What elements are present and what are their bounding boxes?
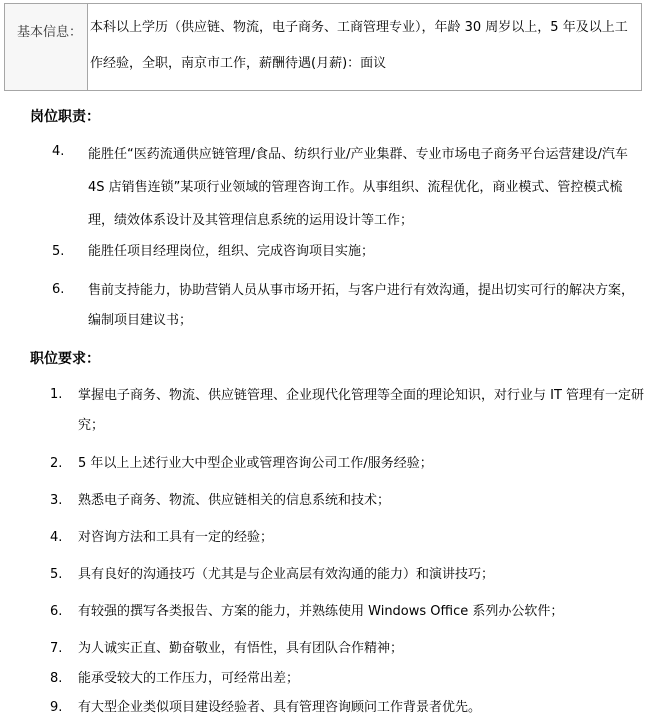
requirement-text: 掌握电子商务、物流、供应链管理、企业现代化管理等全面的理论知识，对行业与 IT 管理有一定研究； <box>78 388 645 433</box>
duties-title: 岗位职责： <box>30 109 100 125</box>
requirement-number: 5. <box>50 567 63 582</box>
requirements-title: 职位要求： <box>30 351 100 367</box>
requirement-text: 为人诚实正直、勤奋敬业，有悟性，具有团队合作精神； <box>78 641 404 656</box>
basic-info-table <box>4 3 642 91</box>
duty-text: 能胜任“医药流通供应链管理/食品、纺织行业/产业集群、专业市场电子商务平台运营建设/汽车 4S 店销售连锁”某项行业领域的管理咨询工作。从事组织、流程优化，商业模式、管控模式梳理，绩效体系设计及其管理信息系统的运用设计等工作； <box>88 147 628 228</box>
requirement-number: 9. <box>50 700 63 715</box>
requirement-text: 能承受较大的工作压力，可经常出差； <box>78 671 300 686</box>
requirement-text: 有较强的撰写各类报告、方案的能力，并熟练使用 Windows Office 系列办公软件； <box>78 604 564 619</box>
requirement-text: 熟悉电子商务、物流、供应链相关的信息系统和技术； <box>78 493 391 508</box>
requirement-text: 有大型企业类似项目建设经验者、具有管理咨询顾问工作背景者优先。 <box>78 700 482 715</box>
requirement-text: 5 年以上上述行业大中型企业或管理咨询公司工作/服务经验； <box>78 456 433 471</box>
basic-info-label: 基本信息： <box>5 4 88 90</box>
requirement-text: 具有良好的沟通技巧（尤其是与企业高层有效沟通的能力）和演讲技巧； <box>78 567 495 582</box>
requirement-text: 对咨询方法和工具有一定的经验； <box>78 530 274 545</box>
requirement-number: 2. <box>50 456 63 471</box>
duty-number: 4. <box>52 144 65 159</box>
basic-info-value: 本科以上学历（供应链、物流，电子商务、工商管理专业），年龄 30 周岁以上，5 年及以上工作经验，全职，南京市工作，薪酬待遇(月薪)：面议 <box>90 20 628 71</box>
requirement-number: 7. <box>50 641 63 656</box>
requirement-number: 8. <box>50 671 63 686</box>
requirement-number: 3. <box>50 493 63 508</box>
requirement-number: 6. <box>50 604 63 619</box>
duty-number: 5. <box>52 244 65 259</box>
duty-text: 售前支持能力，协助营销人员从事市场开拓，与客户进行有效沟通，提出切实可行的解决方案，编制项目建议书； <box>88 283 635 328</box>
requirement-number: 1. <box>50 387 63 402</box>
requirement-number: 4. <box>50 530 63 545</box>
duty-text: 能胜任项目经理岗位，组织、完成咨询项目实施； <box>88 244 375 259</box>
duty-number: 6. <box>52 282 65 297</box>
